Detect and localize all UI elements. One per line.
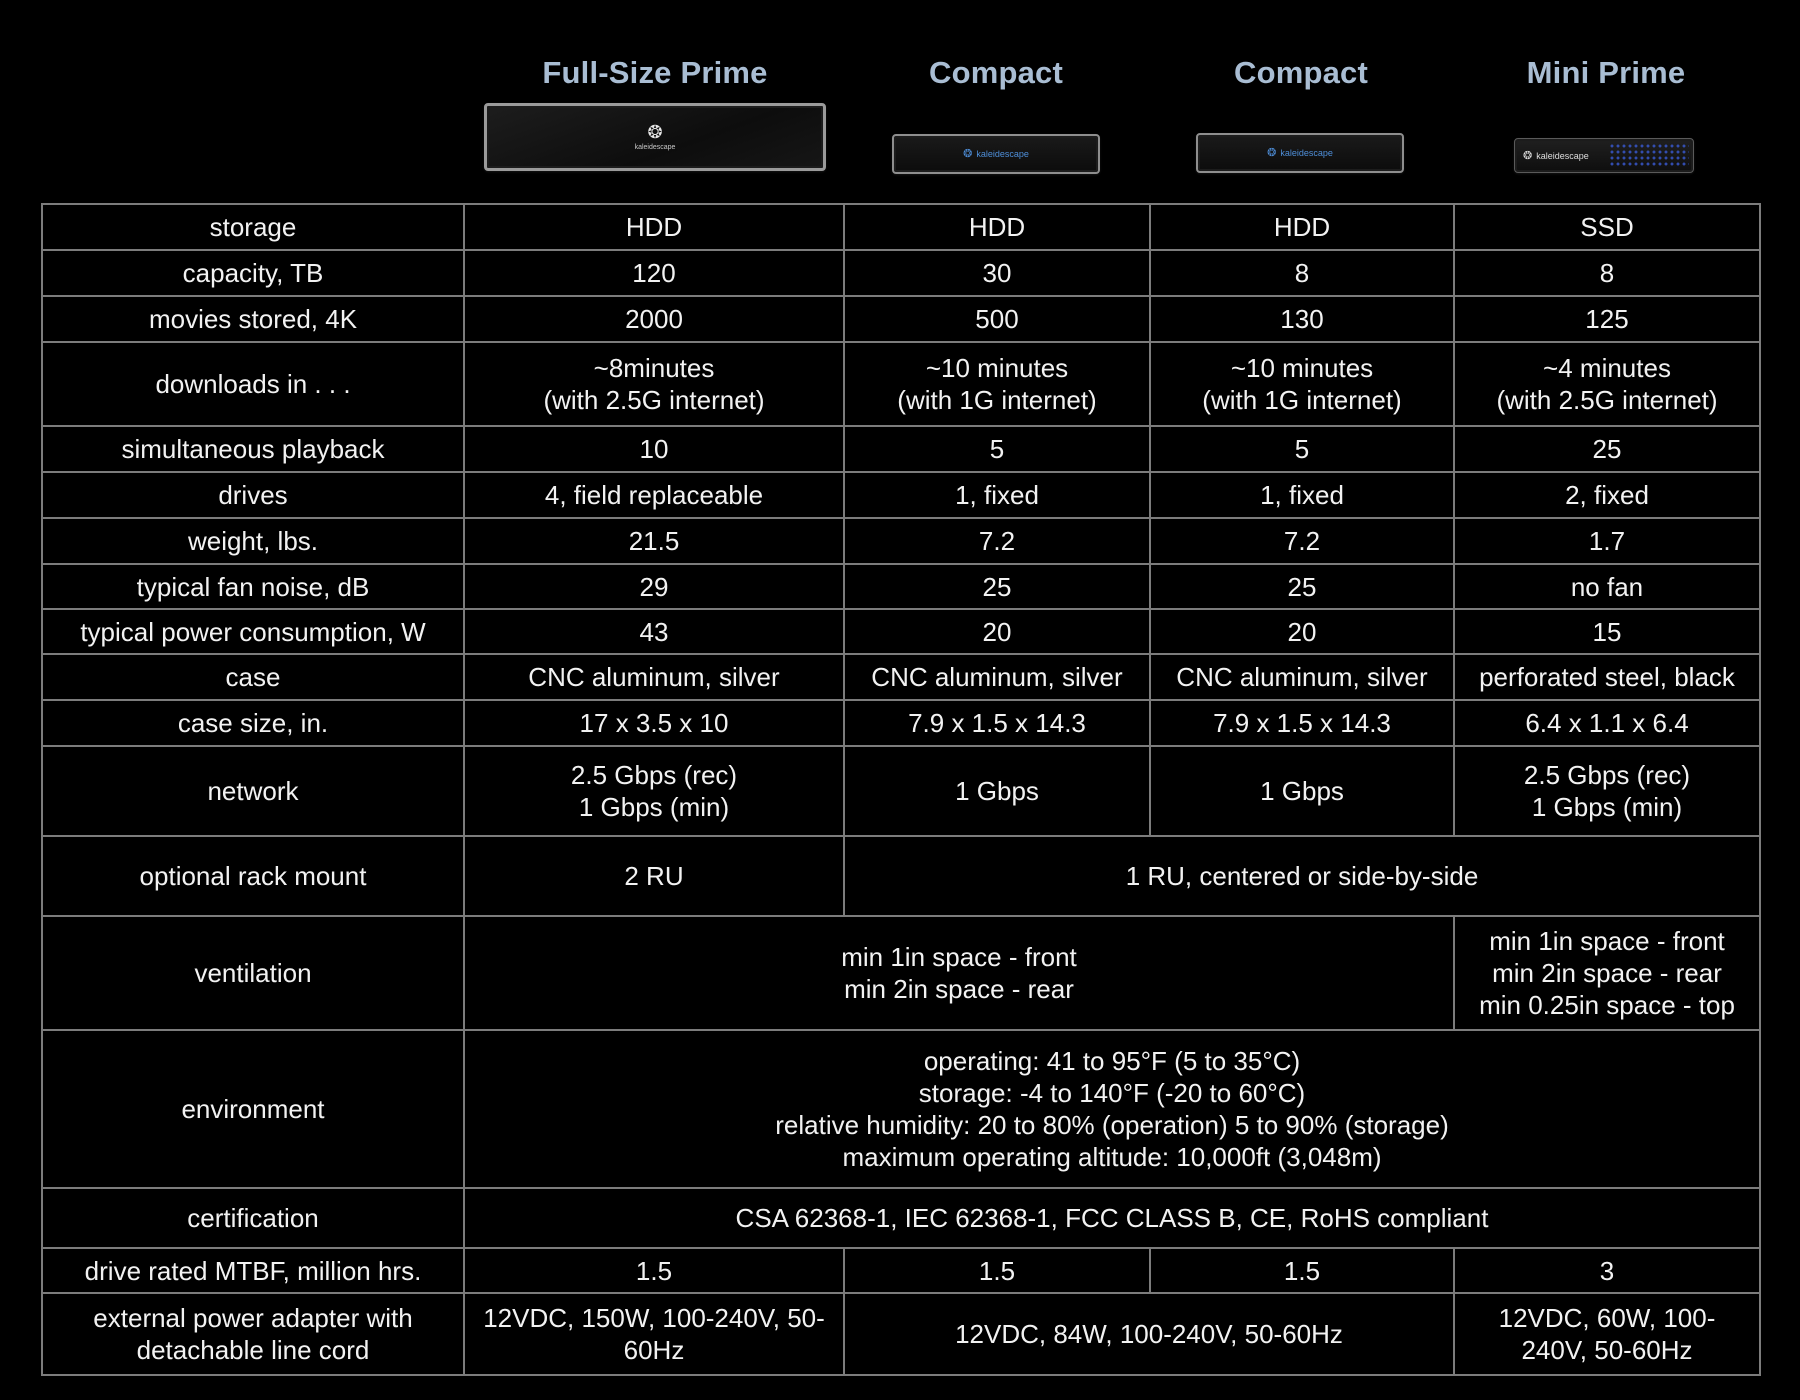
- table-cell: 25: [1454, 426, 1760, 472]
- table-cell: 4, field replaceable: [464, 472, 844, 518]
- model-header-compact-2: [1149, 48, 1453, 98]
- model-header-full-size-prime: [463, 48, 847, 98]
- table-row-storage: [42, 204, 1760, 250]
- row-label: drive rated MTBF, million hrs.: [42, 1248, 464, 1293]
- row-label: network: [42, 746, 464, 836]
- table-cell-merged: 12VDC, 84W, 100-240V, 50-60Hz: [844, 1293, 1454, 1375]
- table-cell: 1, fixed: [1150, 472, 1454, 518]
- device-brand-text: kaleidescape: [634, 144, 676, 151]
- table-cell: 21.5: [464, 518, 844, 564]
- table-cell: 1, fixed: [844, 472, 1150, 518]
- table-row-drives: [42, 472, 1760, 518]
- table-cell: CNC aluminum, silver: [844, 654, 1150, 700]
- table-cell: 5: [844, 426, 1150, 472]
- table-cell: 7.2: [1150, 518, 1454, 564]
- device-brand-text: kaleidescape: [976, 149, 1029, 159]
- table-cell: 17 x 3.5 x 10: [464, 700, 844, 746]
- table-cell: ~10 minutes (with 1G internet): [1150, 342, 1454, 426]
- table-row-certification: [42, 1188, 1760, 1248]
- perforated-vent-pattern: [1609, 143, 1689, 168]
- table-row-downloads: [42, 342, 1760, 426]
- table-row-mtbf: [42, 1248, 1760, 1293]
- table-cell: 8: [1454, 250, 1760, 296]
- table-cell: ~8minutes (with 2.5G internet): [464, 342, 844, 426]
- row-label: case: [42, 654, 464, 700]
- table-row-case-size: [42, 700, 1760, 746]
- row-label: optional rack mount: [42, 836, 464, 916]
- table-cell: 2000: [464, 296, 844, 342]
- kaleidescape-logo-icon: ❂: [963, 148, 973, 160]
- table-cell: 1.5: [464, 1248, 844, 1293]
- table-cell: 500: [844, 296, 1150, 342]
- table-cell: 2, fixed: [1454, 472, 1760, 518]
- table-cell: HDD: [1150, 204, 1454, 250]
- table-cell-merged: operating: 41 to 95°F (5 to 35°C) storage: -4 to 140°F (-20 to 60°C) relative humidity: 20 to 80% (operation) 5 to 90% (storage) maximum operating altitude: 10,000ft (3,048m): [464, 1030, 1760, 1188]
- row-label: typical power consumption, W: [42, 609, 464, 654]
- spec-table: [41, 203, 1761, 1376]
- table-cell: 25: [844, 564, 1150, 609]
- table-cell: ~4 minutes (with 2.5G internet): [1454, 342, 1760, 426]
- model-name: Compact: [1233, 55, 1369, 90]
- table-cell: 10: [464, 426, 844, 472]
- table-cell: 5: [1150, 426, 1454, 472]
- row-label: simultaneous playback: [42, 426, 464, 472]
- model-name: Compact: [928, 55, 1064, 90]
- table-cell: 30: [844, 250, 1150, 296]
- model-header-mini-prime: [1453, 48, 1759, 98]
- table-cell: min 1in space - front min 2in space - rear min 0.25in space - top: [1454, 916, 1760, 1030]
- table-row-rack-mount: [42, 836, 1760, 916]
- row-label: movies stored, 4K: [42, 296, 464, 342]
- table-cell: 1.7: [1454, 518, 1760, 564]
- model-name: Mini Prime: [1526, 55, 1686, 90]
- table-cell: 1 Gbps: [1150, 746, 1454, 836]
- row-label: storage: [42, 204, 464, 250]
- table-cell: ~10 minutes (with 1G internet): [844, 342, 1150, 426]
- table-cell: CNC aluminum, silver: [1150, 654, 1454, 700]
- table-cell: SSD: [1454, 204, 1760, 250]
- row-label: certification: [42, 1188, 464, 1248]
- compact-device-image: [892, 134, 1100, 174]
- table-cell: 1 Gbps: [844, 746, 1150, 836]
- table-cell: 2.5 Gbps (rec) 1 Gbps (min): [1454, 746, 1760, 836]
- table-cell: CNC aluminum, silver: [464, 654, 844, 700]
- table-row-movies: [42, 296, 1760, 342]
- row-label: drives: [42, 472, 464, 518]
- table-cell: HDD: [844, 204, 1150, 250]
- kaleidescape-logo-icon: ❂: [647, 122, 663, 142]
- table-cell: 2.5 Gbps (rec) 1 Gbps (min): [464, 746, 844, 836]
- table-cell: 43: [464, 609, 844, 654]
- table-cell: 7.2: [844, 518, 1150, 564]
- table-cell: 29: [464, 564, 844, 609]
- row-label: case size, in.: [42, 700, 464, 746]
- table-row-fan-noise: [42, 564, 1760, 609]
- table-cell: 20: [844, 609, 1150, 654]
- row-label: external power adapter with detachable line cord: [42, 1293, 464, 1375]
- table-cell: 20: [1150, 609, 1454, 654]
- table-cell: no fan: [1454, 564, 1760, 609]
- row-label: weight, lbs.: [42, 518, 464, 564]
- table-cell-merged: CSA 62368-1, IEC 62368-1, FCC CLASS B, CE, RoHS compliant: [464, 1188, 1760, 1248]
- table-cell: 1.5: [1150, 1248, 1454, 1293]
- table-row-weight: [42, 518, 1760, 564]
- table-cell: 8: [1150, 250, 1454, 296]
- row-label: environment: [42, 1030, 464, 1188]
- device-brand-text: kaleidescape: [1280, 148, 1333, 158]
- table-cell: 130: [1150, 296, 1454, 342]
- table-cell: 125: [1454, 296, 1760, 342]
- table-row-power: [42, 609, 1760, 654]
- mini-prime-device-image: [1514, 138, 1694, 173]
- table-row-ventilation: [42, 916, 1760, 1030]
- table-cell-merged: min 1in space - front min 2in space - rear: [464, 916, 1454, 1030]
- compact-device-image: [1196, 133, 1404, 173]
- device-brand: [963, 145, 1029, 163]
- row-label: ventilation: [42, 916, 464, 1030]
- table-cell: 2 RU: [464, 836, 844, 916]
- table-cell: 6.4 x 1.1 x 6.4: [1454, 700, 1760, 746]
- table-row-playback: [42, 426, 1760, 472]
- row-label: downloads in . . .: [42, 342, 464, 426]
- device-brand-text: kaleidescape: [1536, 150, 1589, 161]
- full-size-prime-device-image: [484, 103, 826, 171]
- table-cell: 120: [464, 250, 844, 296]
- table-row-case: [42, 654, 1760, 700]
- table-cell: 7.9 x 1.5 x 14.3: [844, 700, 1150, 746]
- row-label: capacity, TB: [42, 250, 464, 296]
- table-row-capacity: [42, 250, 1760, 296]
- model-header-compact-1: [843, 48, 1149, 98]
- table-cell: 3: [1454, 1248, 1760, 1293]
- table-row-network: [42, 746, 1760, 836]
- table-cell: 12VDC, 60W, 100- 240V, 50-60Hz: [1454, 1293, 1760, 1375]
- table-cell: HDD: [464, 204, 844, 250]
- table-cell-merged: 1 RU, centered or side-by-side: [844, 836, 1760, 916]
- table-row-environment: [42, 1030, 1760, 1188]
- table-cell: perforated steel, black: [1454, 654, 1760, 700]
- row-label: typical fan noise, dB: [42, 564, 464, 609]
- table-cell: 12VDC, 150W, 100-240V, 50- 60Hz: [464, 1293, 844, 1375]
- model-name: Full-Size Prime: [542, 55, 768, 90]
- table-cell: 7.9 x 1.5 x 14.3: [1150, 700, 1454, 746]
- device-brand: [1267, 144, 1333, 162]
- table-cell: 1.5: [844, 1248, 1150, 1293]
- kaleidescape-logo-icon: ❂: [1267, 147, 1277, 159]
- device-brand: [1523, 147, 1589, 165]
- table-cell: 25: [1150, 564, 1454, 609]
- table-row-power-adapter: [42, 1293, 1760, 1375]
- table-cell: 15: [1454, 609, 1760, 654]
- kaleidescape-logo-icon: ❂: [1523, 149, 1533, 162]
